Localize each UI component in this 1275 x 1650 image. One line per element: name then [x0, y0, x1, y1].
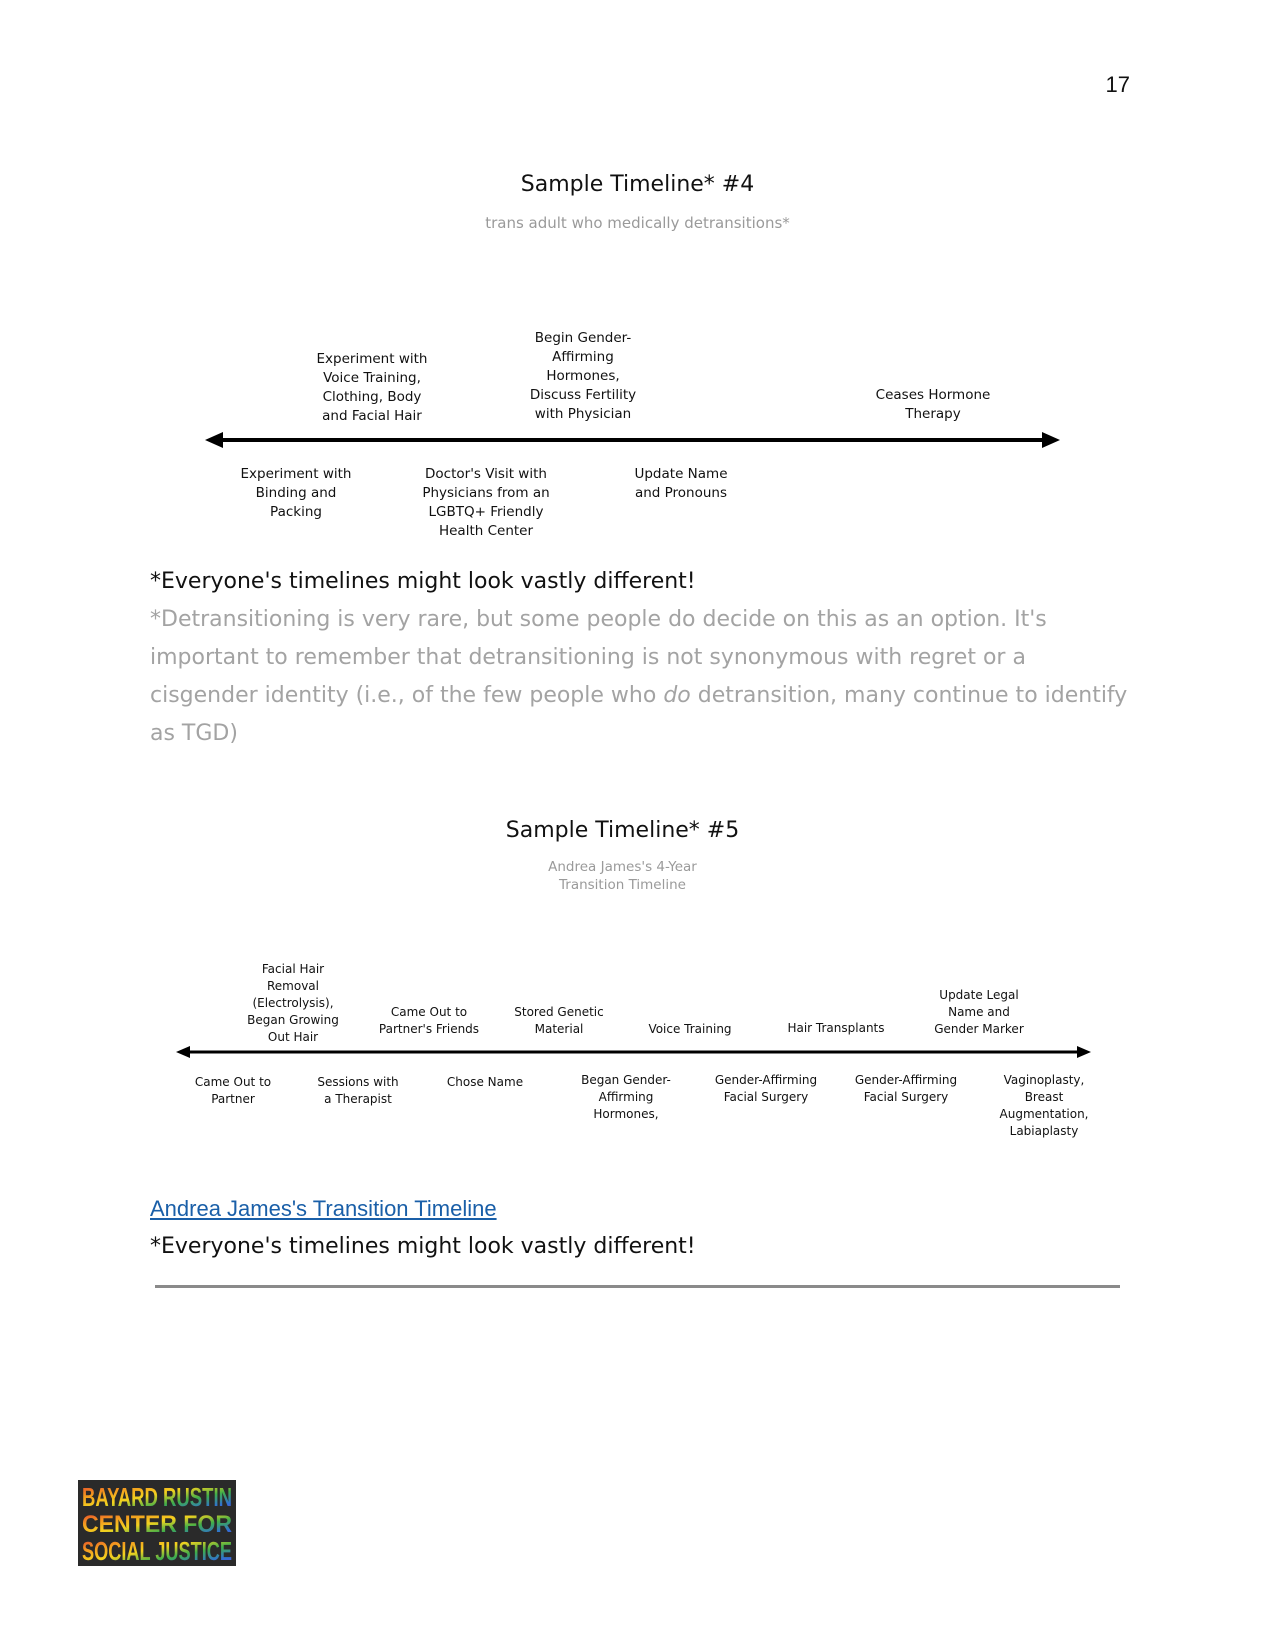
- timeline-5-bottom-event: Vaginoplasty, Breast Augmentation, Labiaplasty: [999, 1073, 1089, 1138]
- detransition-note: *Detransitioning is very rare, but some people do decide on this as an option. It's important to remember that detransitioning is not synonymous with regret or a cisgender identity (i.e., of the few people who do detransition, many continue to identify as TGD): [150, 607, 1128, 746]
- timeline-5-top-event: Voice Training: [648, 1022, 732, 1036]
- timeline-5-bottom-event: Sessions with a Therapist: [317, 1075, 399, 1106]
- timeline-4-top-event: Ceases Hormone Therapy: [875, 387, 991, 422]
- svg-text:BAYARD RUSTIN: BAYARD RUSTIN: [82, 1482, 232, 1512]
- timeline-4-bottom-event: Experiment with Binding and Packing: [240, 466, 352, 520]
- timeline-5-top-event: Hair Transplants: [787, 1021, 885, 1035]
- timeline-4-axis: [205, 428, 1060, 452]
- andrea-james-timeline-link[interactable]: Andrea James's Transition Timeline: [150, 1196, 497, 1221]
- horizontal-divider: [155, 1285, 1120, 1288]
- timeline-5-bottom-event: Came Out to Partner: [194, 1075, 272, 1106]
- timeline-4-bottom-event: Doctor's Visit with Physicians from an LGBTQ+ Friendly Health Center: [422, 466, 550, 539]
- timeline-4-top-event: Begin Gender- Affirming Hormones, Discuss Fertility with Physician: [529, 330, 637, 422]
- axis-right-arrow-icon: [1077, 1046, 1091, 1058]
- timelines-differ-note-2: *Everyone's timelines might look vastly different!: [150, 1234, 696, 1259]
- timeline-4-subtitle: trans adult who medically detransitions*: [485, 214, 790, 232]
- timeline-5-axis: [176, 1043, 1091, 1061]
- timeline-5-top-event: Facial Hair Removal (Electrolysis), Began Growing Out Hair: [247, 962, 339, 1044]
- timeline-5-subtitle: Andrea James's 4-Year Transition Timeline: [548, 859, 697, 893]
- timeline-5-bottom-event: Chose Name: [446, 1075, 524, 1089]
- axis-left-arrow-icon: [205, 432, 223, 448]
- timeline-5-top-event: Stored Genetic Material: [514, 1005, 604, 1036]
- svg-text:CENTER FOR: CENTER FOR: [82, 1511, 232, 1538]
- timeline-5-top-event: Came Out to Partner's Friends: [378, 1005, 480, 1036]
- timeline-4-bottom-event: Update Name and Pronouns: [634, 466, 728, 501]
- timeline-5-bottom-event: Gender-Affirming Facial Surgery: [854, 1073, 958, 1104]
- axis-left-arrow-icon: [176, 1046, 190, 1058]
- timelines-differ-note: *Everyone's timelines might look vastly different!: [150, 569, 696, 594]
- bayard-rustin-logo: [78, 1480, 236, 1566]
- timeline-4-top-event: Experiment with Voice Training, Clothing, Body and Facial Hair: [316, 351, 428, 424]
- timeline-4-title: Sample Timeline* #4: [520, 172, 755, 197]
- axis-right-arrow-icon: [1042, 432, 1060, 448]
- timeline-5-bottom-event: Began Gender- Affirming Hormones,: [581, 1073, 671, 1121]
- timeline-5-bottom-event: Gender-Affirming Facial Surgery: [714, 1073, 818, 1104]
- svg-text:SOCIAL JUSTICE: SOCIAL JUSTICE: [82, 1536, 232, 1566]
- timeline-5-top-event: Update Legal Name and Gender Marker: [934, 988, 1024, 1036]
- page-number: 17: [1105, 72, 1130, 97]
- timeline-5-title: Sample Timeline* #5: [505, 818, 740, 843]
